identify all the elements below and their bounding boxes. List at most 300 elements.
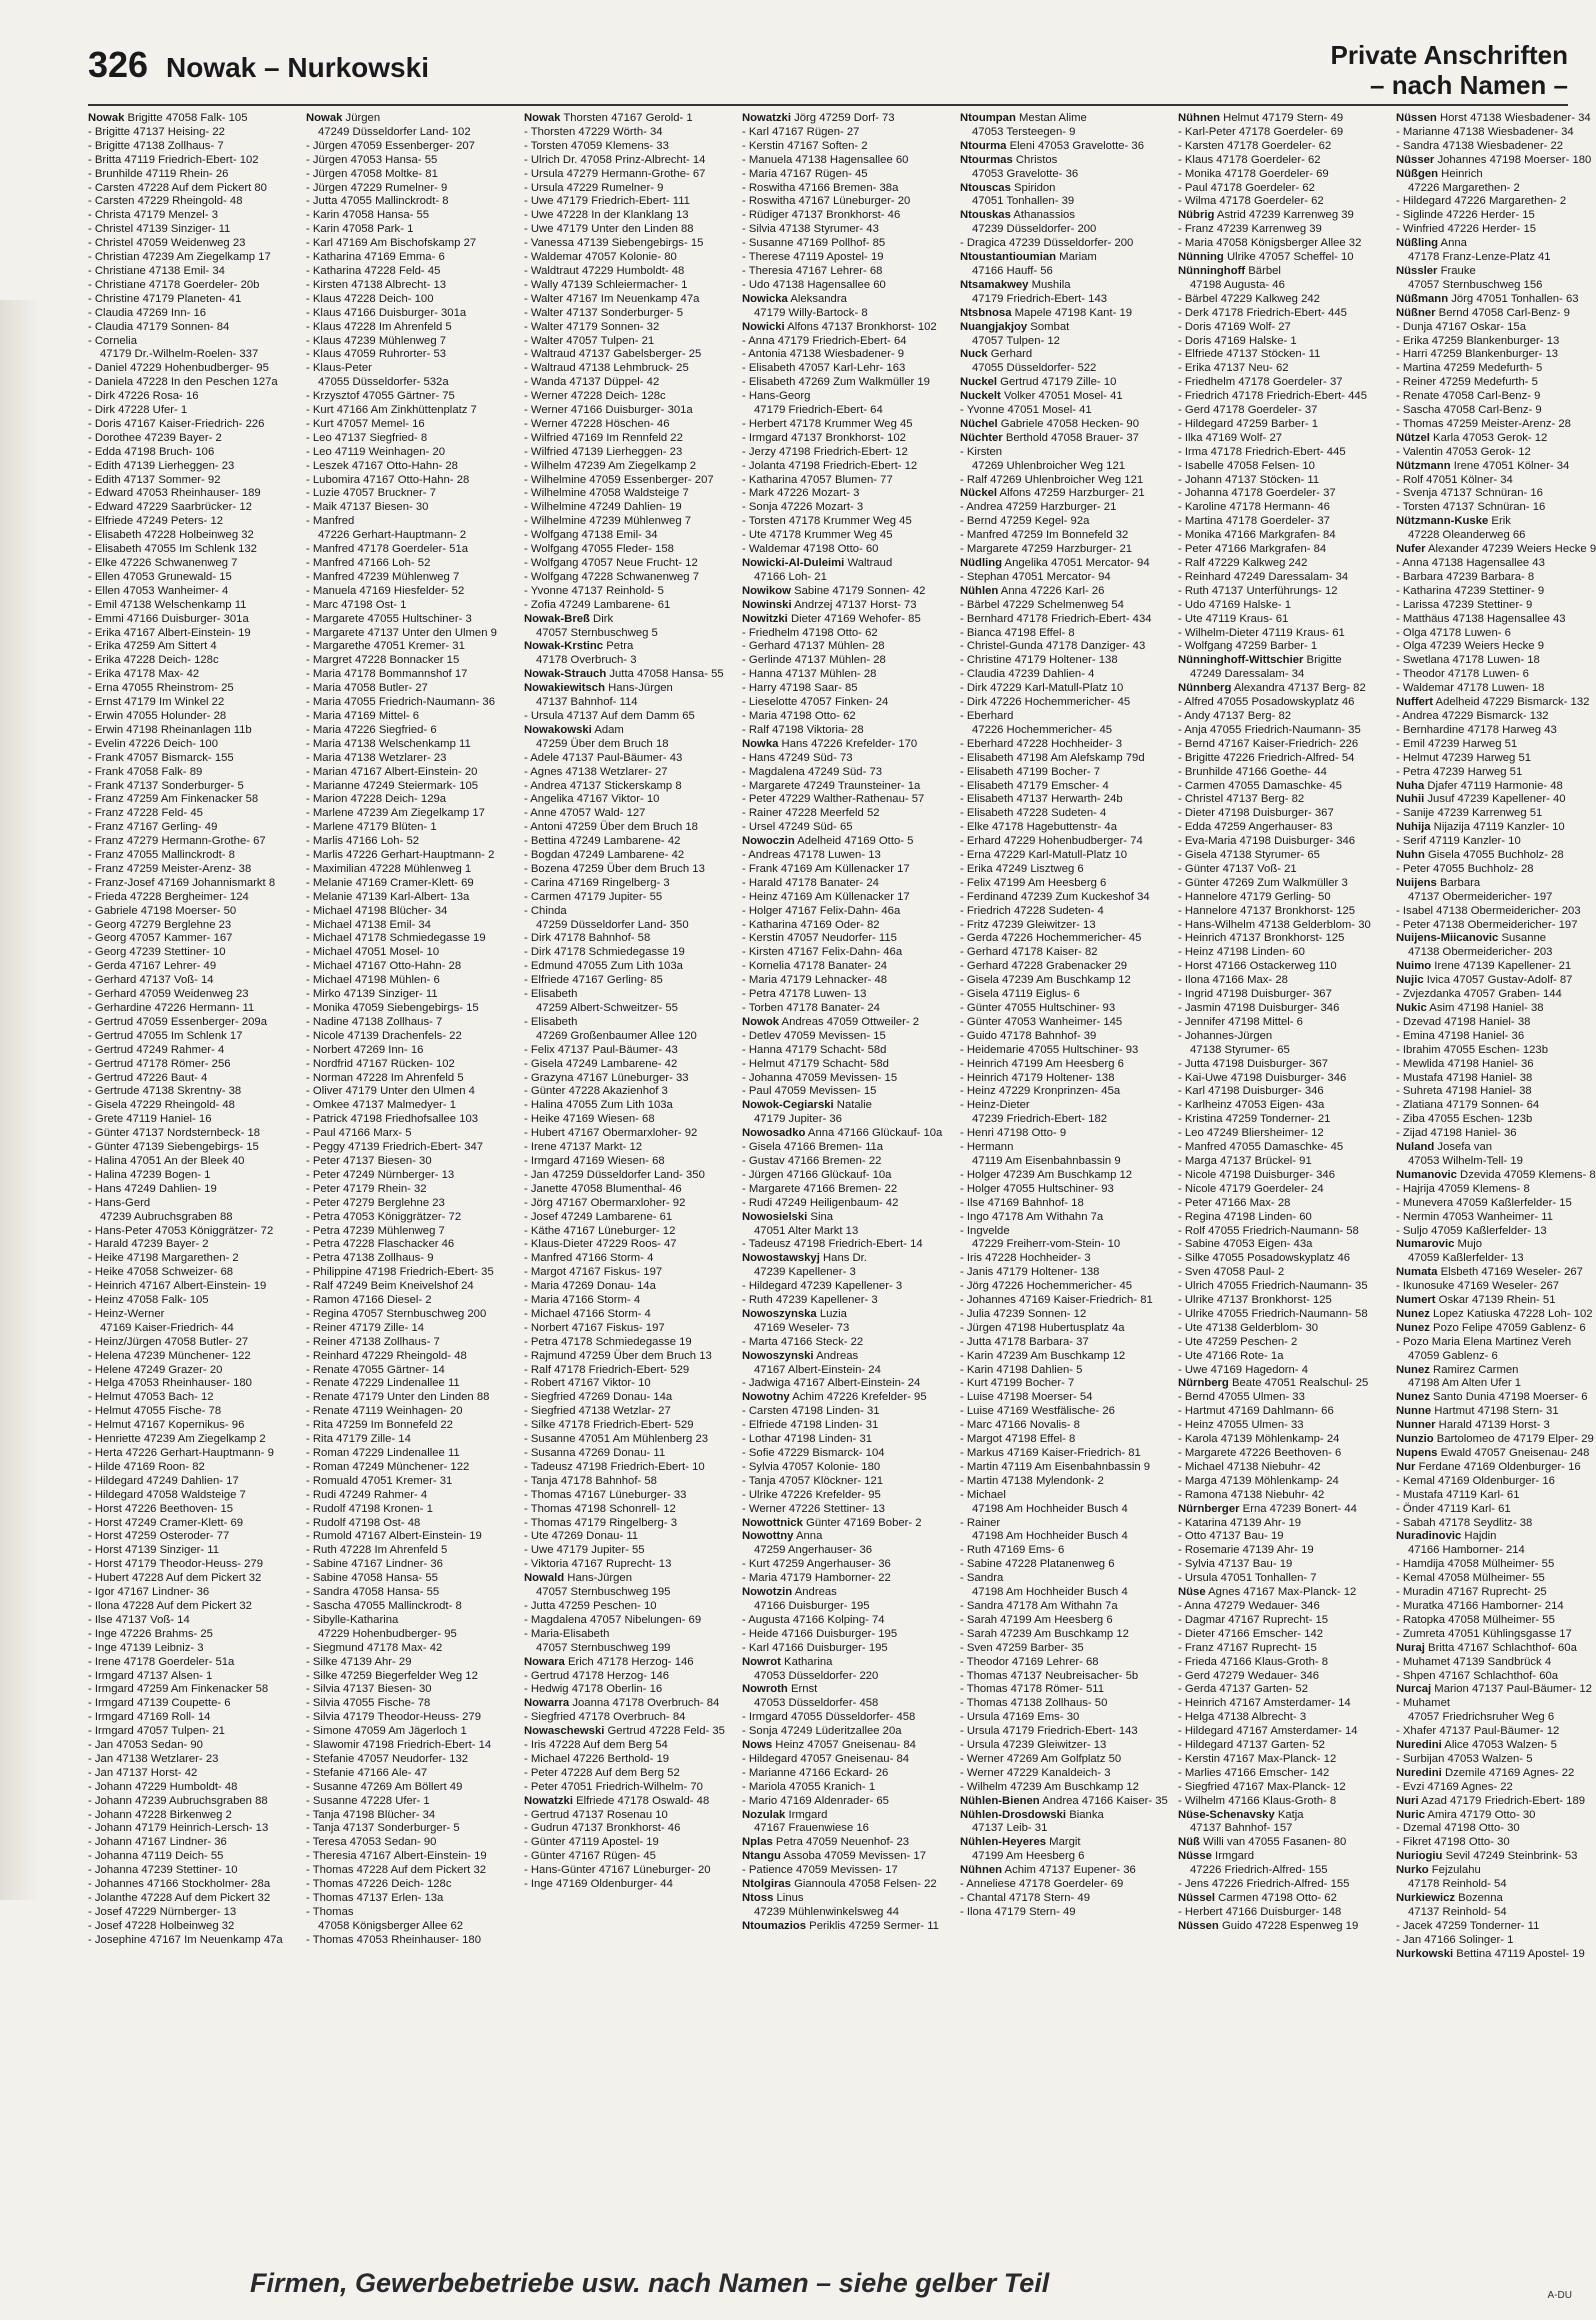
listing-entry: - Thomas 47259 Meister-Arenz- 28 [1396, 417, 1571, 430]
listing-entry: - Katharina 47057 Blumen- 77 [742, 473, 893, 486]
listing-entry: - Antonia 47138 Wiesbadener- 9 [742, 348, 905, 361]
listing-entry: - Sylvia 47057 Kolonie- 180 [742, 1460, 881, 1473]
listing-entry: 47138 Styrumer- 65 [1190, 1043, 1290, 1056]
listing-entry: Nunez Pozo Felipe 47059 Gablenz- 6 [1396, 1321, 1586, 1334]
listing-entry: - Felix 47137 Paul-Bäumer- 43 [524, 1043, 678, 1056]
listing-entry: Nowok-Cegiarski Natalie [742, 1099, 872, 1112]
listing-entry: - Simone 47059 Am Jägerloch 1 [306, 1725, 467, 1738]
listing-entry: Nurko Fejzulahu [1396, 1864, 1481, 1877]
listing-entry: - Valentin 47053 Gerok- 12 [1396, 445, 1531, 458]
listing-entry: - Gabriele 47198 Moerser- 50 [88, 904, 237, 917]
listing-entry: 47198 Am Hochheider Busch 4 [972, 1530, 1128, 1543]
listing-entry: - Silvia 47138 Styrumer- 43 [742, 223, 879, 236]
column-3 [524, 112, 734, 2267]
listing-entry: - Christine 47179 Holtener- 138 [960, 654, 1118, 667]
listing-entry: - Melanie 47169 Cramer-Klett- 69 [306, 876, 474, 889]
footer-note: Firmen, Gewerbebetriebe usw. nach Namen – siehe gelber Teil [250, 2268, 1050, 2298]
listing-entry: - Ruth 47228 Im Ahrenfeld 5 [306, 1544, 448, 1557]
listing-entry: - Sandra 47178 Am Withahn 7a [960, 1599, 1118, 1612]
listing-entry: - Roswitha 47167 Lüneburger- 20 [742, 195, 911, 208]
listing-entry: - Günter 47269 Zum Walkmüller 3 [1178, 876, 1348, 889]
listing-entry: - Hans-Peter 47053 Königgrätzer- 72 [88, 1224, 274, 1237]
listing-entry: - Edda 47259 Angerhauser- 83 [1178, 821, 1333, 834]
listing-entry: 47059 Kaßlerfelder- 13 [1408, 1252, 1524, 1265]
listing-entry: - Heinrich 47199 Am Heesberg 6 [960, 1057, 1124, 1070]
listing-entry: - Ute 47259 Peschen- 2 [1178, 1335, 1298, 1348]
listing-entry: - Werner 47269 Am Golfplatz 50 [960, 1752, 1122, 1765]
listing-entry: - Zofia 47249 Lambarene- 61 [524, 598, 671, 611]
listing-entry: - Suhreta 47198 Haniel- 38 [1396, 1085, 1532, 1098]
listing-entry: - Klaus 47228 Deich- 100 [306, 292, 434, 305]
listing-entry: - Grete 47119 Haniel- 16 [88, 1113, 212, 1126]
listing-entry: - Hildegard 47239 Kapellener- 3 [742, 1280, 903, 1293]
listing-entry: - Maria 47178 Bommannshof 17 [306, 668, 468, 681]
listing-entry: 47053 Düsseldorfer- 458 [754, 1697, 879, 1710]
listing-entry: Nupens Ewald 47057 Gneisenau- 248 [1396, 1447, 1590, 1459]
listing-entry: 47199 Am Heesberg 6 [972, 1850, 1085, 1863]
listing-entry: - Gertrud 47178 Herzog- 146 [524, 1669, 670, 1682]
column-4 [742, 112, 952, 2267]
listing-entry: - Kurt 47057 Memel- 16 [306, 417, 425, 430]
listing-entry: - Felix 47199 Am Heesberg 6 [960, 876, 1107, 889]
listing-entry: - Reinhard 47249 Daressalam- 34 [1178, 570, 1349, 583]
listing-entry: - Günter 47053 Wanheimer- 145 [960, 1015, 1123, 1028]
listing-entry: - Hans-Wilhelm 47138 Gelderblom- 30 [1178, 918, 1371, 931]
listing-entry: - Katharina 47228 Feld- 45 [306, 264, 441, 277]
listing-entry: 47057 Friedrichsruher Weg 6 [1408, 1711, 1555, 1724]
listing-entry: - Johannes 47169 Kaiser-Friedrich- 81 [960, 1294, 1153, 1307]
listing-entry: - Michael 47051 Mosel- 10 [306, 946, 440, 959]
listing-entry: - Brunhilde 47119 Rhein- 26 [88, 167, 229, 180]
listing-entry: - Brunhilde 47166 Goethe- 44 [1178, 765, 1327, 778]
listing-entry: - Karoline 47178 Hermann- 46 [1178, 501, 1330, 514]
listing-entry: - Elisabeth 47228 Sudeten- 4 [960, 807, 1107, 820]
listing-entry: Nowak Thorsten 47167 Gerold- 1 [524, 112, 693, 124]
listing-entry: - Kemal 47169 Oldenburger- 16 [1396, 1474, 1555, 1487]
listing-entry: Nukic Asim 47198 Haniel- 38 [1396, 1002, 1544, 1014]
listing-entry: - Margarete 47055 Hultschiner- 3 [306, 612, 472, 625]
listing-entry: - Stefanie 47166 Ale- 47 [306, 1766, 428, 1779]
listing-entry: 47259 Angerhauser- 36 [754, 1544, 873, 1557]
listing-entry: - Ulrich 47055 Friedrich-Naumann- 35 [1178, 1280, 1368, 1293]
listing-entry: Ntangu Assoba 47059 Mevissen- 17 [742, 1850, 926, 1863]
listing-entry: 47229 Hohenbudberger- 95 [318, 1627, 457, 1640]
listing-entry: - Günter 47139 Siebengebirgs- 15 [88, 1141, 259, 1154]
listing-entry: - Gerda 47137 Garten- 52 [1178, 1683, 1308, 1696]
listing-entry: - Pozo Maria Elena Martinez Vereh [1396, 1335, 1572, 1348]
listing-entry: - Patrick 47198 Friedhofsallee 103 [306, 1113, 479, 1126]
listing-entry: 47179 Dr.-Wilhelm-Roelen- 337 [100, 348, 259, 361]
listing-entry: - Ernst 47179 Im Winkel 22 [88, 696, 225, 709]
listing-entry: - Hildegard 47259 Barber- 1 [1178, 417, 1319, 430]
listing-entry: - Rita 47179 Zille- 14 [306, 1433, 411, 1446]
listing-entry: - Ursula 47169 Ems- 30 [960, 1711, 1080, 1724]
listing-entry: - Sabah 47178 Seydlitz- 38 [1396, 1516, 1533, 1529]
listing-entry: 47179 Jupiter- 36 [754, 1113, 842, 1126]
listing-entry: - Sonja 47226 Mozart- 3 [742, 501, 864, 514]
listing-entry: - Waldemar 47178 Luwen- 18 [1396, 682, 1545, 695]
listing-entry: - Ursula 47239 Gleiwitzer- 13 [960, 1739, 1107, 1752]
listing-entry: - Sonja 47249 Lüderitzallee 20a [742, 1725, 902, 1738]
listing-entry: - Jadwiga 47167 Albert-Einstein- 24 [742, 1377, 921, 1390]
listing-entry: - Franz 47228 Feld- 45 [88, 807, 203, 820]
listing-entry: - Bernhardine 47178 Harweg 43 [1396, 723, 1557, 736]
listing-entry: Nuhii Jusuf 47239 Kapellener- 40 [1396, 793, 1566, 806]
listing-entry: - Elisabeth 47055 Im Schlenk 132 [88, 543, 257, 556]
listing-entry: - Dirk 47229 Karl-Matull-Platz 10 [960, 682, 1124, 695]
listing-entry: - Wilhelmine 47239 Mühlenweg 7 [524, 515, 692, 528]
listing-entry: - Sascha 47058 Carl-Benz- 9 [1396, 404, 1542, 417]
listing-entry: - Rüdiger 47137 Bronkhorst- 46 [742, 209, 901, 222]
listing-entry: - Brigitte 47226 Friedrich-Alfred- 54 [1178, 751, 1355, 764]
listing-entry: Nuhija Nijazija 47119 Kanzler- 10 [1396, 821, 1565, 834]
listing-entry: - Elisabeth 47199 Bocher- 7 [960, 765, 1101, 778]
listing-entry: - Maximilian 47228 Mühlenweg 1 [306, 862, 472, 875]
listing-entry: - Gisela 47249 Lambarene- 42 [524, 1057, 678, 1070]
listing-entry: 47178 Overbruch- 3 [536, 654, 637, 667]
listing-entry: - Otto 47137 Bau- 19 [1178, 1530, 1284, 1543]
listing-entry: Nuriogiu Sevil 47249 Steinbrink- 53 [1396, 1850, 1578, 1863]
listing-entry: - Marc 47198 Ost- 1 [306, 598, 407, 611]
listing-entry: - Jörg 47226 Hochemmericher- 45 [960, 1280, 1133, 1293]
listing-entry: - Bianca 47198 Effel- 8 [960, 626, 1075, 639]
listing-entry: - Kristina 47259 Tonderner- 21 [1178, 1113, 1331, 1126]
listing-entry: - Heinz 47169 Am Küllenacker 17 [742, 890, 910, 903]
listing-entry: 47051 Tonhallen- 39 [972, 195, 1075, 208]
listing-entry: - Emina 47198 Haniel- 36 [1396, 1029, 1525, 1042]
listing-entry: - Sabine 47058 Hansa- 55 [306, 1572, 438, 1585]
listing-entry: - Nicole 47198 Duisburger- 346 [1178, 1168, 1335, 1181]
listing-entry: - Bernd 47167 Kaiser-Friedrich- 226 [1178, 737, 1359, 750]
listing-entry: - Norbert 47269 Inn- 16 [306, 1043, 424, 1056]
listing-entry: - Monika 47059 Siebengebirgs- 15 [306, 1002, 479, 1014]
listing-entry: Numata Elsbeth 47169 Weseler- 267 [1396, 1266, 1583, 1279]
listing-entry: - Paul 47059 Mevissen- 15 [742, 1085, 877, 1098]
listing-entry: - Maria 47269 Donau- 14a [524, 1280, 656, 1293]
listing-entry: Nüsse Irmgard [1178, 1850, 1254, 1863]
listing-entry: - Maria 47055 Friedrich-Naumann- 36 [306, 696, 495, 709]
listing-entry: - Larissa 47239 Stettiner- 9 [1396, 598, 1533, 611]
listing-entry: - Johanna 47239 Stettiner- 10 [88, 1864, 238, 1877]
listing-entry: - Mustafa 47198 Haniel- 38 [1396, 1071, 1533, 1084]
listing-entry: 47179 Friedrich-Ebert- 64 [754, 404, 883, 417]
listing-entry: - Manuela 47169 Hiesfelder- 52 [306, 584, 465, 597]
listing-entry: 47137 Leib- 31 [972, 1822, 1048, 1835]
listing-entry: - Brigitte 47137 Heising- 22 [88, 125, 225, 138]
listing-entry: - Luise 47198 Moerser- 54 [960, 1391, 1093, 1404]
listing-entry: - Georg 47279 Berglehne 23 [88, 918, 232, 931]
listing-entry: - Elisabeth 47057 Karl-Lehr- 163 [742, 362, 906, 375]
listing-entry: - Ratopka 47058 Mülheimer- 55 [1396, 1613, 1555, 1626]
listing-entry: 47167 Albert-Einstein- 24 [754, 1363, 881, 1376]
listing-entry: - Walter 47179 Sonnen- 32 [524, 320, 660, 333]
listing-entry: - Helmut 47055 Fische- 78 [88, 1405, 222, 1418]
listing-entry: - Marc 47166 Novalis- 8 [960, 1419, 1080, 1432]
listing-entry: - Heinz-Werner [88, 1307, 165, 1320]
listing-entry: - Rumold 47167 Albert-Einstein- 19 [306, 1530, 482, 1543]
listing-entry: - Nermin 47053 Wanheimer- 11 [1396, 1210, 1553, 1223]
listing-entry: Nunner Harald 47139 Horst- 3 [1396, 1419, 1550, 1432]
listing-entry: - Anna 47179 Friedrich-Ebert- 64 [742, 334, 907, 347]
listing-entry: - Lieselotte 47057 Finken- 24 [742, 696, 889, 709]
listing-entry: - Hubert 47167 Obermarxloher- 92 [524, 1127, 698, 1140]
listing-entry: - Paul 47166 Marx- 5 [306, 1127, 412, 1140]
listing-entry: 47167 Frauenwiese 16 [754, 1822, 869, 1835]
listing-entry: - Janette 47058 Blumenthal- 46 [524, 1182, 682, 1195]
listing-entry: - Sofie 47229 Bismarck- 104 [742, 1447, 885, 1459]
listing-entry: 47249 Düsseldorfer Land- 102 [318, 125, 471, 138]
listing-entry: - Franz 47259 Am Finkenacker 58 [88, 793, 259, 806]
listing-entry: - Jan 47166 Solinger- 1 [1396, 1933, 1514, 1946]
listing-entry: - Silke 47139 Ahr- 29 [306, 1655, 412, 1668]
listing-entry: - Heinz 47058 Falk- 105 [88, 1294, 209, 1307]
listing-entry: - Ralf 47229 Kalkweg 242 [1178, 557, 1308, 569]
listing-entry: - Dirk 47228 Ufer- 1 [88, 404, 188, 417]
listing-entry: - Nadine 47138 Zollhaus- 7 [306, 1015, 443, 1028]
listing-entry: - Margarete 47259 Harzburger- 21 [960, 543, 1133, 556]
listing-entry: - Yvonne 47051 Mosel- 41 [960, 404, 1092, 417]
listing-entry: - Magdalena 47249 Süd- 73 [742, 765, 883, 778]
listing-entry: - Helga 47138 Albrecht- 3 [1178, 1711, 1307, 1724]
listing-entry: - Rita 47259 Im Bonnefeld 22 [306, 1419, 453, 1432]
listing-entry: Nowak Brigitte 47058 Falk- 105 [88, 112, 248, 124]
listing-entry: Nowitzki Dieter 47169 Wehofer- 85 [742, 612, 921, 625]
listing-entry: Nüssen Guido 47228 Espenweg 19 [1178, 1919, 1359, 1932]
listing-entry: - Swetlana 47178 Luwen- 18 [1396, 654, 1540, 667]
listing-entry: - Ursula 47137 Auf dem Damm 65 [524, 709, 695, 722]
listing-entry: - Irmgard 47137 Alsen- 1 [88, 1669, 213, 1682]
listing-entry: - Susanne 47051 Am Mühlenberg 23 [524, 1433, 709, 1446]
listing-entry: - Martina 47178 Goerdeler- 37 [1178, 515, 1330, 528]
listing-entry: - Evzi 47169 Agnes- 22 [1396, 1780, 1513, 1793]
listing-entry: - Tanja 47198 Blücher- 34 [306, 1808, 436, 1821]
listing-entry: Nürnberg Beate 47051 Realschul- 25 [1178, 1377, 1369, 1390]
listing-entry: - Carsten 47198 Linden- 31 [742, 1405, 880, 1418]
listing-entry: - Janis 47179 Holtener- 138 [960, 1266, 1100, 1279]
listing-entry: Nowotny Achim 47226 Krefelder- 95 [742, 1391, 927, 1404]
listing-entry: - Kemal 47058 Mülheimer- 55 [1396, 1572, 1545, 1585]
listing-entry: - Susanne 47269 Am Böllert 49 [306, 1780, 463, 1793]
listing-entry: Nückel Alfons 47259 Harzburger- 21 [960, 487, 1145, 500]
listing-entry: Nujic Ivica 47057 Gustav-Adolf- 87 [1396, 974, 1573, 987]
listing-entry: - Mariola 47055 Kranich- 1 [742, 1780, 876, 1793]
listing-entry: - Hamdija 47058 Mülheimer- 55 [1396, 1558, 1555, 1571]
listing-entry: - Eva-Maria 47198 Duisburger- 346 [1178, 835, 1356, 848]
listing-entry: - Maria 47169 Mittel- 6 [306, 709, 420, 722]
listing-entry: - Magdalena 47057 Nibelungen- 69 [524, 1613, 702, 1626]
listing-entry: 47226 Hochemmericher- 45 [972, 723, 1113, 736]
listing-entry: Ntolgiras Giannoula 47058 Felsen- 22 [742, 1878, 937, 1891]
listing-entry: - Johannes 47166 Stockholmer- 28a [88, 1878, 271, 1891]
listing-entry: - Margret 47228 Bonnacker 15 [306, 654, 460, 667]
listing-entry: - Dzevad 47198 Haniel- 38 [1396, 1015, 1531, 1028]
listing-entry: - Hermann [960, 1141, 1014, 1154]
listing-entry: Nurkowski Bettina 47119 Apostel- 19 [1396, 1947, 1585, 1960]
listing-entry: - Gisela 47166 Bremen- 11a [742, 1141, 884, 1154]
listing-entry: - Uwe 47179 Friedrich-Ebert- 111 [524, 195, 690, 208]
listing-entry: - Dunja 47167 Oskar- 15a [1396, 320, 1526, 333]
listing-entry: Nunez Santo Dunia 47198 Moerser- 6 [1396, 1391, 1588, 1404]
listing-entry: - Maria 47198 Otto- 62 [742, 709, 856, 722]
listing-entry: - Hans-Gerd [88, 1196, 151, 1209]
listing-entry: 47055 Düsseldorfer- 522 [972, 362, 1097, 375]
listing-entry: - Detlev 47059 Mevissen- 15 [742, 1029, 886, 1042]
listing-entry: - Inge 47226 Brahms- 25 [88, 1627, 213, 1640]
listing-entry: - Sandra 47138 Wiesbadener- 22 [1396, 139, 1564, 152]
listing-entry: - Christel 47139 Sinziger- 11 [88, 223, 231, 236]
listing-entry: Ntoustantioumian Mariam [960, 251, 1097, 264]
listing-entry: - Johann 47137 Stöcken- 11 [1178, 473, 1320, 486]
listing-entry: - Maria 47058 Butler- 27 [306, 682, 428, 695]
listing-entry: - Margarete 47226 Beethoven- 6 [1178, 1447, 1342, 1459]
listing-entry: - Günter 47137 Voß- 21 [1178, 862, 1297, 875]
listing-entry: - Marianne 47138 Wiesbadener- 34 [1396, 125, 1574, 138]
listing-entry: - Margarete 47137 Unter den Ulmen 9 [306, 626, 497, 639]
listing-entry: - Leszek 47167 Otto-Hahn- 28 [306, 459, 458, 472]
listing-entry: Nowaschewski Gertrud 47228 Feld- 35 [524, 1725, 725, 1738]
listing-entry: - Ulrike 47137 Bronkhorst- 125 [1178, 1294, 1332, 1307]
listing-entry: Ntoumpan Mestan Alime [960, 112, 1087, 124]
listing-entry: - Daniel 47229 Hohenbudberger- 95 [88, 362, 269, 375]
listing-entry: - Thomas 47137 Erlen- 13a [306, 1892, 444, 1904]
listing-entry: - Heinz 47229 Kronprinzen- 45a [960, 1085, 1121, 1098]
listing-entry: - Antoni 47259 Über dem Bruch 18 [524, 821, 698, 834]
listing-entry: - Ulrike 47055 Friedrich-Naumann- 58 [1178, 1307, 1368, 1320]
listing-entry: - Siegfried 47167 Max-Planck- 12 [1178, 1780, 1346, 1793]
listing-entry: Nufer Alexander 47239 Weiers Hecke 9 [1396, 543, 1596, 556]
listing-entry: - Kerstin 47057 Neudorfer- 115 [742, 932, 897, 945]
listing-entry: - Luise 47169 Westfälische- 26 [960, 1405, 1115, 1418]
listing-entry: - Dirk 47178 Schmiedegasse 19 [524, 946, 685, 959]
listing-entry: - Claudia 47239 Dahlien- 4 [960, 668, 1095, 681]
listing-entry: Nowottnick Günter 47169 Bober- 2 [742, 1516, 922, 1529]
listing-entry: - Halina 47239 Bogen- 1 [88, 1168, 211, 1181]
listing-entry: 47058 Königsberger Allee 62 [318, 1919, 464, 1932]
listing-entry: - Karin 47198 Dahlien- 5 [960, 1363, 1083, 1376]
listing-entry: - Zvjezdanka 47057 Graben- 144 [1396, 988, 1562, 1001]
listing-entry: - Herta 47226 Gerhart-Hauptmann- 9 [88, 1447, 274, 1459]
listing-entry: Nützmann-Kuske Erik [1396, 515, 1511, 528]
listing-entry: - Jutta 47055 Mallinckrodt- 8 [306, 195, 449, 208]
listing-entry: - Maik 47137 Biesen- 30 [306, 501, 429, 514]
listing-entry: Ntouskas Athanassios [960, 209, 1075, 222]
listing-entry: - Werner 47229 Kanaldeich- 3 [960, 1766, 1111, 1779]
listing-entry: - Muratka 47166 Hamborner- 214 [1396, 1599, 1564, 1612]
listing-entry: - Gerda 47226 Hochemmericher- 45 [960, 932, 1142, 945]
listing-entry: - Christel 47059 Weidenweg 23 [88, 237, 246, 250]
listing-entry: - Adele 47137 Paul-Bäumer- 43 [524, 751, 683, 764]
listing-entry: - Roman 47249 Münchener- 122 [306, 1460, 470, 1473]
listing-entry: - Gustav 47166 Bremen- 22 [742, 1154, 882, 1167]
listing-entry: Numarovic Mujo [1396, 1238, 1483, 1251]
listing-entry: - Elfriede 47137 Stöcken- 11 [1178, 348, 1321, 361]
listing-entry: - Erika 47259 Am Sittert 4 [88, 640, 217, 653]
listing-entry: - Horst 47249 Cramer-Klett- 69 [88, 1516, 244, 1529]
listing-entry: - Yvonne 47137 Reinhold- 5 [524, 584, 664, 597]
listing-entry: - Gertrude 47138 Skrentny- 38 [88, 1085, 242, 1098]
listing-entry: - Friedhelm 47198 Otto- 62 [742, 626, 878, 639]
listing-entry: Nowka Hans 47226 Krefelder- 170 [742, 737, 918, 750]
listing-entry: - Ute 47178 Krummer Weg 45 [742, 529, 893, 542]
listing-entry: 47057 Sternbuschweg 5 [536, 626, 658, 639]
listing-entry: - Grazyna 47167 Lüneburger- 33 [524, 1071, 689, 1084]
listing-entry: - Reiner 47259 Medefurth- 5 [1396, 376, 1538, 389]
listing-entry: - Kurt 47199 Bocher- 7 [960, 1377, 1075, 1390]
listing-entry: - Ralf 47178 Friedrich-Ebert- 529 [524, 1363, 690, 1376]
listing-entry: Nuric Amira 47179 Otto- 30 [1396, 1808, 1536, 1821]
listing-entry: - Frieda 47166 Klaus-Groth- 8 [1178, 1655, 1329, 1668]
listing-entry: - Michael 47167 Otto-Hahn- 28 [306, 960, 462, 973]
listing-entry: - Jörg 47167 Obermarxloher- 92 [524, 1196, 686, 1209]
listing-entry: - Jerzy 47198 Friedrich-Ebert- 12 [742, 445, 908, 458]
listing-entry: - Gerd 47178 Goerdeler- 37 [1178, 404, 1318, 417]
listing-entry: - Tanja 47178 Bahnhof- 58 [524, 1474, 657, 1487]
listing-entry: - Karl 47198 Duisburger- 346 [1178, 1085, 1324, 1098]
listing-entry: - Dieter 47198 Duisburger- 367 [1178, 807, 1334, 820]
listing-entry: Nuradinovic Hajdin [1396, 1530, 1497, 1543]
column-2 [306, 112, 516, 2267]
listing-entry: - Frank 47057 Bismarck- 155 [88, 751, 234, 764]
listing-entry: - Derk 47178 Friedrich-Ebert- 445 [1178, 306, 1347, 319]
listing-entry: - Christine 47179 Planeten- 41 [88, 292, 242, 305]
listing-entry: 47055 Düsseldorfer- 532a [318, 376, 449, 389]
listing-entry: - Marta 47166 Steck- 22 [742, 1335, 864, 1348]
listing-entry: - Frieda 47228 Bergheimer- 124 [88, 890, 249, 903]
listing-columns [88, 112, 1596, 2267]
listing-entry: - Martin 47138 Mylendonk- 2 [960, 1474, 1104, 1487]
listing-entry: - Igor 47167 Lindner- 36 [88, 1586, 210, 1599]
listing-entry: - Renate 47229 Lindenallee 11 [306, 1377, 460, 1390]
listing-entry: - Sanije 47239 Karrenweg 51 [1396, 807, 1543, 820]
listing-entry: - Carina 47169 Ringelberg- 3 [524, 876, 670, 889]
listing-entry: - Silke 47178 Friedrich-Ebert- 529 [524, 1419, 694, 1432]
listing-entry: - Udo 47169 Halske- 1 [1178, 598, 1292, 611]
listing-entry: - Paul 47178 Goerdeler- 62 [1178, 181, 1315, 194]
listing-entry: Nowosadko Anna 47166 Glückauf- 10a [742, 1127, 943, 1140]
listing-entry: - Michael 47198 Mühlen- 6 [306, 974, 440, 987]
listing-entry: Nunez Ramirez Carmen [1396, 1363, 1519, 1376]
listing-entry: - Marlis 47226 Gerhart-Hauptmann- 2 [306, 849, 495, 862]
listing-entry: - Heinrich 47167 Amsterdamer- 14 [1178, 1697, 1351, 1710]
column-5 [960, 112, 1170, 2267]
listing-entry: - Wanda 47137 Düppel- 42 [524, 376, 660, 389]
listing-entry: - Siegfried 47269 Donau- 14a [524, 1391, 673, 1404]
listing-entry: Nuimo Irene 47139 Kapellener- 21 [1396, 960, 1572, 973]
listing-entry: Nowara Erich 47178 Herzog- 146 [524, 1655, 694, 1668]
listing-entry: - Erika 47259 Blankenburger- 13 [1396, 334, 1560, 347]
listing-entry: - Hannelore 47179 Gerling- 50 [1178, 890, 1331, 903]
listing-entry: - Johanna 47119 Deich- 55 [88, 1850, 224, 1863]
listing-entry: - Sandra 47058 Hansa- 55 [306, 1586, 440, 1599]
listing-entry: 47198 Am Hochheider Busch 4 [972, 1586, 1128, 1599]
listing-entry: - Christel 47137 Berg- 82 [1178, 793, 1305, 806]
listing-entry: - Sibylle-Katharina [306, 1613, 399, 1626]
listing-entry: - Franz 47239 Karrenweg 39 [1178, 223, 1322, 236]
listing-entry: 47259 Düsseldorfer Land- 350 [536, 918, 689, 931]
listing-entry: - Gertrud 47226 Baut- 4 [88, 1071, 208, 1084]
listing-entry: Nuredini Alice 47053 Walzen- 5 [1396, 1739, 1557, 1752]
page-edge-shadow [0, 300, 40, 1900]
listing-entry: - Isabelle 47058 Felsen- 10 [1178, 459, 1315, 472]
listing-entry: - Klaus 47228 Im Ahrenfeld 5 [306, 320, 452, 333]
listing-entry: - Gertrud 47178 Römer- 256 [88, 1057, 231, 1070]
listing-entry: - Harald 47178 Banater- 24 [742, 876, 879, 889]
listing-entry: - Helmut 47053 Bach- 12 [88, 1391, 214, 1404]
listing-entry: - Walter 47057 Tulpen- 21 [524, 334, 655, 347]
listing-entry: - Erwin 47055 Holunder- 28 [88, 709, 227, 722]
listing-entry: - Sarah 47199 Am Heesberg 6 [960, 1613, 1113, 1626]
listing-entry: - Alfred 47055 Posadowskyplatz 46 [1178, 696, 1355, 709]
